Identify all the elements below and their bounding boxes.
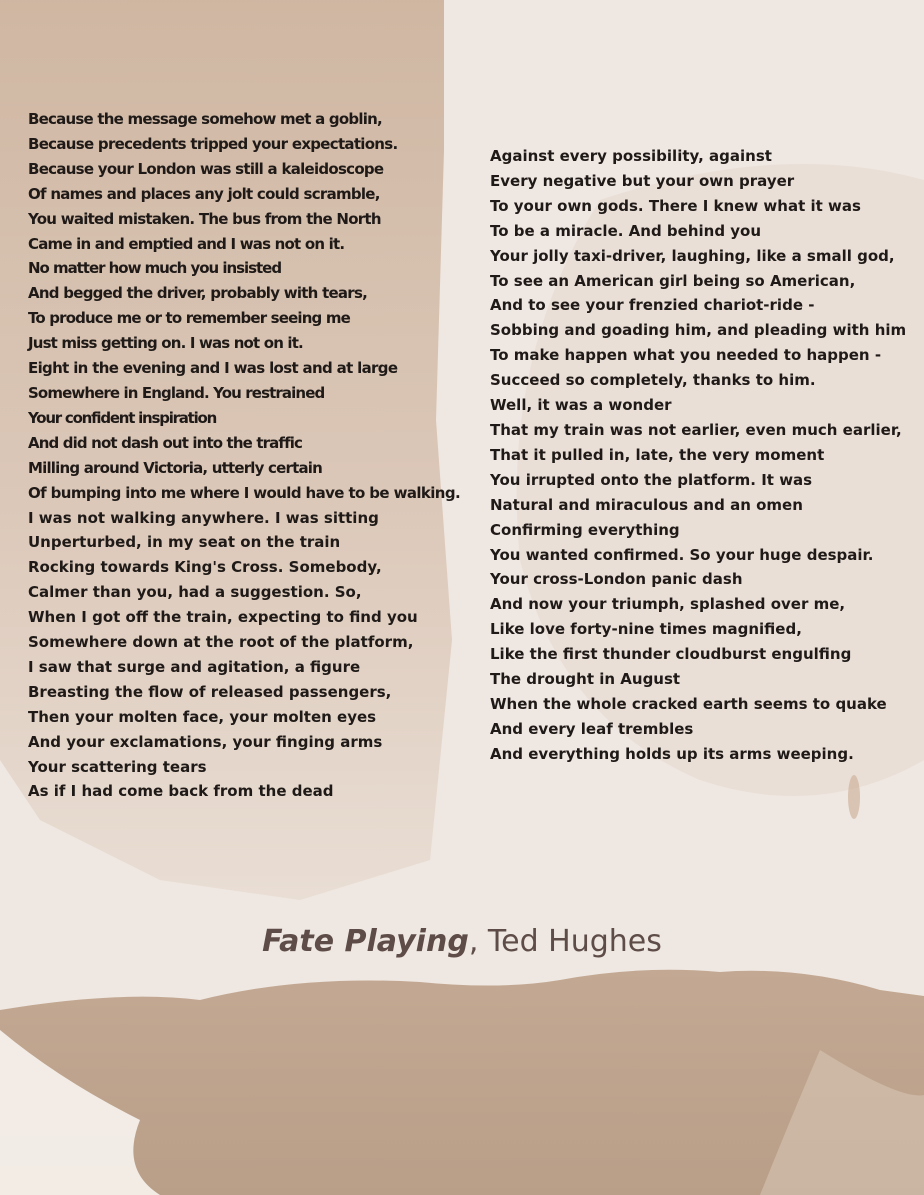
poem-right-column [490,144,906,767]
poem-line: Calmer than you, had a suggestion. So, [28,583,362,602]
poem-line: Because the message somehow met a goblin, [28,110,382,128]
poem-line: When I got off the train, expecting to find you [28,608,418,627]
paper-speck [848,775,860,819]
poem-line: Because your London was still a kaleidoscope [28,159,384,178]
poem-line: Your confident inspiration [28,408,217,427]
poem-line: I was not walking anywhere. I was sitting [28,508,379,527]
poem-line: The drought in August [490,670,681,689]
poem-line: Natural and miraculous and an omen [490,495,803,514]
poem-line: Then your molten face, your molten eyes [28,707,377,726]
poem-line: Sobbing and goading him, and pleading with him [490,321,907,340]
poem-line: Your scattering tears [28,757,207,776]
poem-line: No matter how much you insisted [28,259,282,278]
poem-line: Succeed so completely, thanks to him. [490,371,816,390]
poem-line: Well, it was a wonder [490,396,672,415]
poem-line: You waited mistaken. The bus from the North [28,209,381,228]
poem-line: Because precedents tripped your expectations. [28,134,398,153]
poem-line: Came in and emptied and I was not on it. [28,234,345,253]
poem-line: Confirming everything [490,520,680,539]
caption-separator: , [468,924,488,959]
poem-line: Just miss getting on. I was not on it. [28,334,303,353]
poem-left-column [28,107,460,804]
poem-line: Like love forty-nine times magnified, [490,620,802,639]
poem-line: Every negative but your own prayer [490,171,795,190]
poem-line: Rocking towards King's Cross. Somebody, [28,558,382,577]
poem-line: To your own gods. There I knew what it was [490,196,861,215]
poem-line: You irrupted onto the platform. It was [490,470,813,489]
poem-title: Fate Playing [262,924,469,959]
poem-line: I saw that surge and agitation, a figure [28,657,361,676]
poem-line: That my train was not earlier, even much earlier, [490,420,902,439]
poem-line: Of names and places any jolt could scramble, [28,184,380,203]
poem-line: To produce me or to remember seeing me [28,309,350,328]
poem-line: Eight in the evening and I was lost and at large [28,359,398,378]
poem-line: You wanted confirmed. So your huge despair. [490,545,874,564]
poem-line: Against every possibility, against [490,147,772,165]
poem-line: And every leaf trembles [490,719,694,738]
poem-line: As if I had come back from the dead [28,782,334,801]
poem-line: And now your triumph, splashed over me, [490,595,846,614]
poem-line: To be a miracle. And behind you [490,221,762,240]
poem-line: Breasting the flow of released passengers, [28,682,392,701]
poem-line: Milling around Victoria, utterly certain [28,458,323,477]
poem-line: And to see your frenzied chariot-ride - [490,296,815,315]
poem-line: And your exclamations, your finging arms [28,732,383,751]
poem-line: That it pulled in, late, the very moment [490,445,825,464]
poem-line: When the whole cracked earth seems to quake [490,694,887,713]
poem-line: Unperturbed, in my seat on the train [28,533,341,552]
poem-line: Like the first thunder cloudburst engulfing [490,645,852,664]
poem-line: Somewhere in England. You restrained [28,383,325,402]
poem-line: Your cross-London panic dash [490,570,743,589]
poem-line: Of bumping into me where I would have to be walking. [28,483,461,502]
poem-line: Your jolly taxi-driver, laughing, like a small god, [490,246,895,265]
poem-line: And begged the driver, probably with tears, [28,284,368,303]
poem-line: To make happen what you needed to happen - [490,346,882,365]
poem-author: Ted Hughes [487,924,662,959]
poem-line: And everything holds up its arms weeping. [490,744,854,763]
poem-line: And did not dash out into the traffic [28,433,303,452]
poem-caption [0,924,924,959]
poem-line: Somewhere down at the root of the platform, [28,633,414,652]
poem-line: To see an American girl being so American, [490,271,856,290]
